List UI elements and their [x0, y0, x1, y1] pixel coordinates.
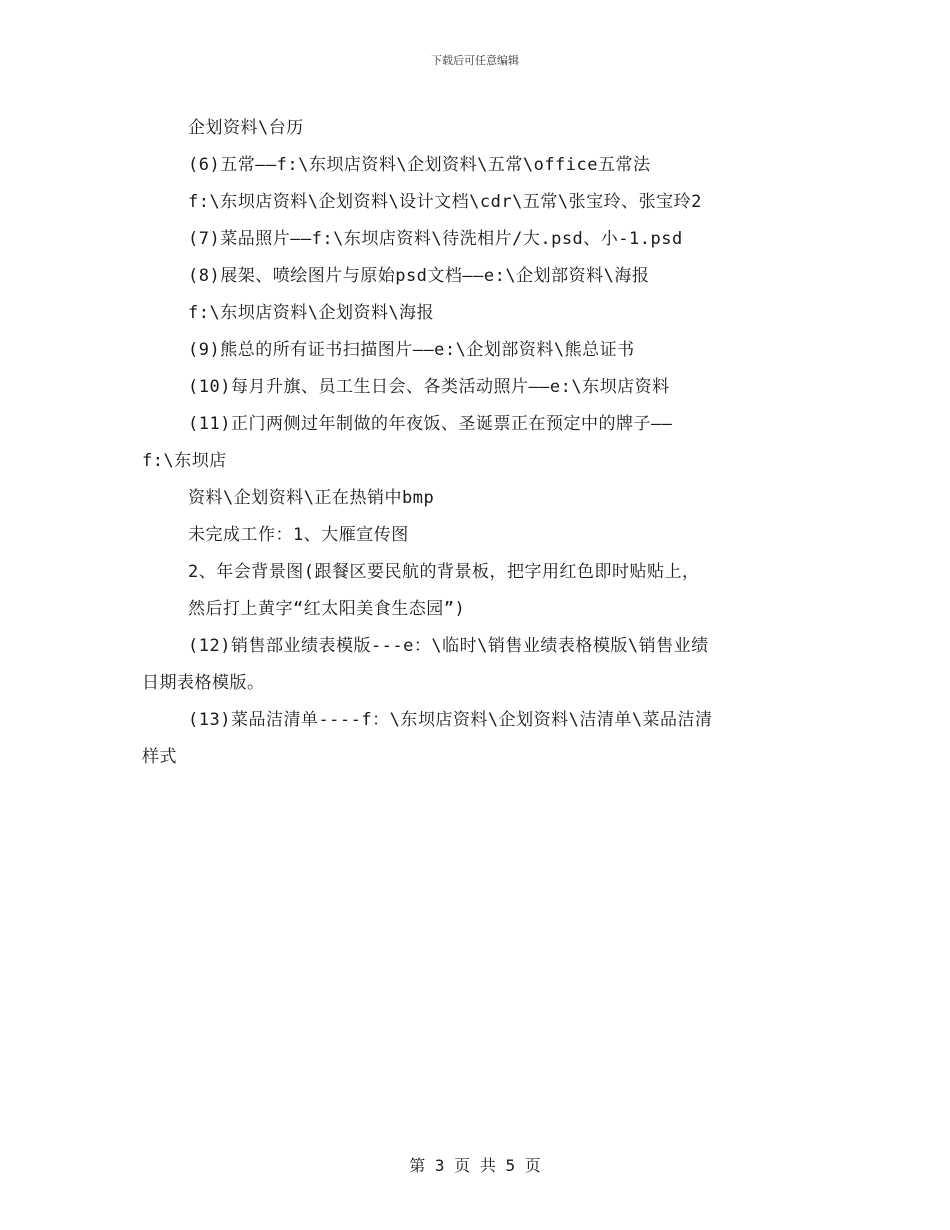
page-header-note: 下载后可任意编辑 [431, 54, 519, 67]
text-line: (13)菜品洁清单----f：\东坝店资料\企划资料\洁清单\菜品洁清 [188, 710, 713, 730]
text-line: (9)熊总的所有证书扫描图片——e:\企划部资料\熊总证书 [188, 340, 635, 360]
text-line: 日期表格模版。 [142, 673, 265, 693]
text-line: f:\东坝店资料\企划资料\设计文档\cdr\五常\张宝玲、张宝玲2 [188, 192, 702, 212]
text-line: (12)销售部业绩表模版---e：\临时\销售业绩表格模版\销售业绩 [188, 636, 709, 656]
page-number: 第 3 页 共 5 页 [409, 1156, 541, 1175]
text-line: 未完成工作：1、大雁宣传图 [188, 525, 409, 545]
text-line: f:\东坝店资料\企划资料\海报 [188, 303, 435, 323]
document-body [142, 110, 812, 776]
text-line: 企划资料\台历 [188, 118, 304, 138]
text-line: (6)五常——f:\东坝店资料\企划资料\五常\office五常法 [188, 155, 651, 175]
text-line: (10)每月升旗、员工生日会、各类活动照片——e:\东坝店资料 [188, 377, 670, 397]
text-line: 资料\企划资料\正在热销中bmp [188, 488, 435, 508]
text-line: 然后打上黄字“红太阳美食生态园”) [188, 599, 466, 619]
text-line: 2、年会背景图(跟餐区要民航的背景板，把字用红色即时贴贴上， [188, 562, 700, 582]
text-line: (8)展架、喷绘图片与原始psd文档——e:\企划部资料\海报 [188, 266, 650, 286]
text-line: 样式 [142, 747, 177, 767]
text-line: f:\东坝店 [142, 451, 227, 471]
text-line: (11)正门两侧过年制做的年夜饭、圣诞票正在预定中的牌子—— [188, 414, 673, 434]
text-line: (7)菜品照片——f:\东坝店资料\待洗相片/大.psd、小-1.psd [188, 229, 683, 249]
